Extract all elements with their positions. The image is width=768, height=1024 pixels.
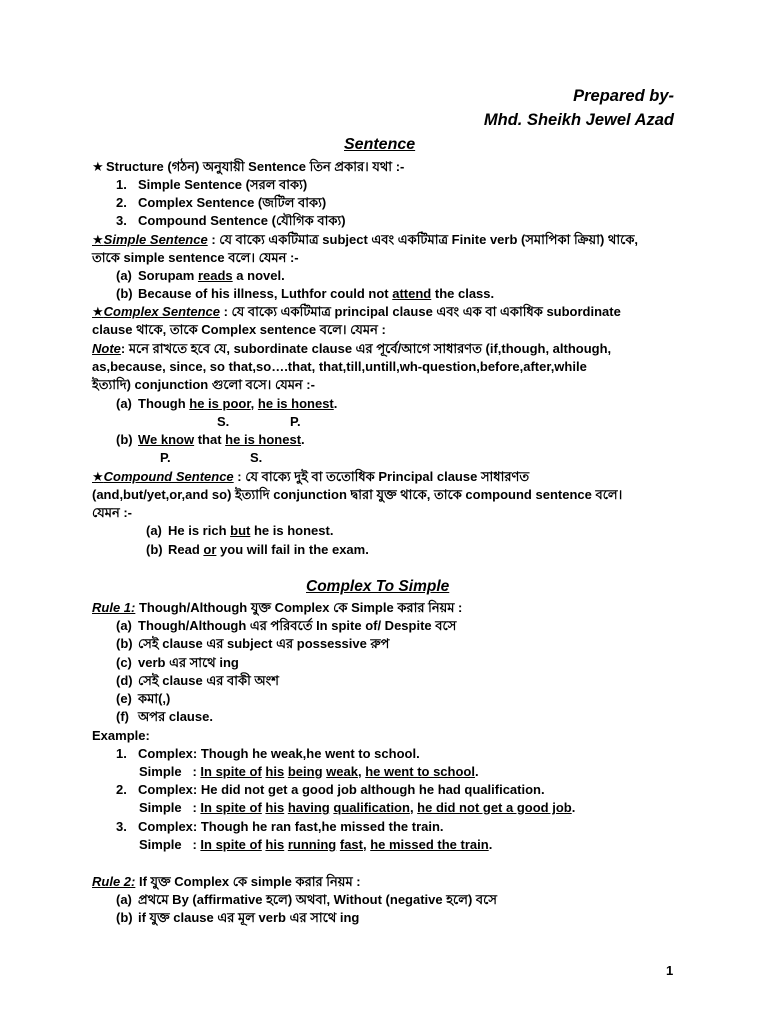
note-line-cont: ইত্যাদি) conjunction গুলো বসে। যেমন :-	[92, 377, 315, 392]
simple-sentence-definition-cont: তাকে simple sentence বলে। যেমন :-	[92, 250, 299, 265]
principal-marker: P.	[160, 450, 171, 465]
list-item: 3. Compound Sentence (যৌগিক বাক্য)	[116, 213, 346, 228]
rule-step: (b) সেই clause এর subject এর possessive রুপ	[116, 636, 390, 651]
prepared-by-line: Prepared by-	[573, 87, 674, 105]
principal-marker: P.	[290, 414, 301, 429]
compound-sentence-label: ★Compound Sentence	[92, 469, 234, 484]
rule-step: (e) কমা(,)	[116, 691, 171, 706]
structure-intro: ★ Structure (গঠন) অনুযায়ী Sentence তিন প্রকার। যথা :-	[92, 159, 405, 174]
complex-sentence-definition: ★Complex Sentence : যে বাক্যে একটিমাত্র principal clause এবং এক বা একাধিক subordinate	[92, 304, 621, 319]
rule-step: (a) Though/Although এর পরিবর্তে In spite of/ Despite বসে	[116, 618, 457, 633]
rule-step: (f) অপর clause.	[116, 709, 213, 724]
complex-example-a: (a) Though he is poor, he is honest.	[116, 396, 338, 411]
example-simple: Simple : In spite of his being weak, he went to school.	[139, 764, 479, 779]
list-item: 2. Complex Sentence (জটিল বাক্য)	[116, 195, 327, 210]
rule-step: (d) সেই clause এর বাকী অংশ	[116, 673, 279, 688]
example-simple: Simple : In spite of his having qualification, he did not get a good job.	[139, 800, 576, 815]
rule-1-heading: Rule 1: Though/Although যুক্ত Complex কে Simple করার নিয়ম :	[92, 600, 463, 615]
example-label: Example:	[92, 728, 150, 743]
rule-step: (c) verb এর সাথে ing	[116, 655, 239, 670]
simple-sentence-label: ★Simple Sentence	[92, 232, 208, 247]
note-line-cont: as,because, since, so that,so….that, that,till,untill,wh-question,before,after,while	[92, 359, 587, 374]
list-item: 1. Simple Sentence (সরল বাক্য)	[116, 177, 308, 192]
complex-sentence-label: ★Complex Sentence	[92, 304, 220, 319]
star-icon: ★	[92, 159, 104, 174]
compound-example-b: (b) Read or you will fail in the exam.	[146, 542, 369, 557]
simple-sentence-definition: ★Simple Sentence : যে বাক্যে একটিমাত্র subject এবং একটিমাত্র Finite verb (সমাপিকা ক্রিয়া) থাকে,	[92, 232, 639, 247]
complex-example-b: (b) We know that he is honest.	[116, 432, 305, 447]
compound-sentence-definition-cont: (and,but/yet,or,and so) ইত্যাদি conjunction দ্বারা যুক্ত থাকে, তাকে compound sentence বলে।	[92, 487, 623, 502]
rule-step: (a) প্রথমে By (affirmative হলে) অথবা, Without (negative হলে) বসে	[116, 892, 497, 907]
simple-example-b: (b) Because of his illness, Luthfor could not attend the class.	[116, 286, 495, 301]
rule-step: (b) if যুক্ত clause এর মূল verb এর সাথে ing	[116, 910, 360, 925]
example-simple: Simple : In spite of his running fast, he missed the train.	[139, 837, 493, 852]
star-icon: ★	[92, 232, 104, 247]
complex-sentence-definition-cont: clause থাকে, তাকে Complex sentence বলে। যেমন :	[92, 322, 386, 337]
simple-example-a: (a) Sorupam reads a novel.	[116, 268, 285, 283]
compound-example-a: (a) He is rich but he is honest.	[146, 523, 334, 538]
subordinate-marker: S.	[250, 450, 263, 465]
note-label: Note	[92, 341, 121, 356]
rule-2-heading: Rule 2: If যুক্ত Complex কে simple করার নিয়ম :	[92, 874, 361, 889]
section-title-complex-to-simple: Complex To Simple	[306, 578, 450, 595]
author-name: Mhd. Sheikh Jewel Azad	[483, 111, 674, 129]
rule-1-label: Rule 1:	[92, 600, 136, 615]
compound-sentence-definition: ★Compound Sentence : যে বাক্যে দুই বা ততোধিক Principal clause সাধারণত	[92, 469, 530, 484]
star-icon: ★	[92, 469, 104, 484]
star-icon: ★	[92, 304, 104, 319]
example-complex: 3. Complex: Though he ran fast,he missed the train.	[116, 819, 444, 834]
example-complex: 1. Complex: Though he weak,he went to school.	[116, 746, 420, 761]
section-title-sentence: Sentence	[344, 136, 416, 153]
subordinate-marker: S.	[217, 414, 230, 429]
note-line: Note: মনে রাখতে হবে যে, subordinate clause এর পূর্বে/আগে সাধারণত (if,though, although,	[92, 341, 612, 356]
compound-sentence-definition-cont: যেমন :-	[92, 505, 133, 520]
page-number: 1	[666, 963, 674, 978]
rule-2-label: Rule 2:	[92, 874, 136, 889]
example-complex: 2. Complex: He did not get a good job although he had qualification.	[116, 782, 545, 797]
